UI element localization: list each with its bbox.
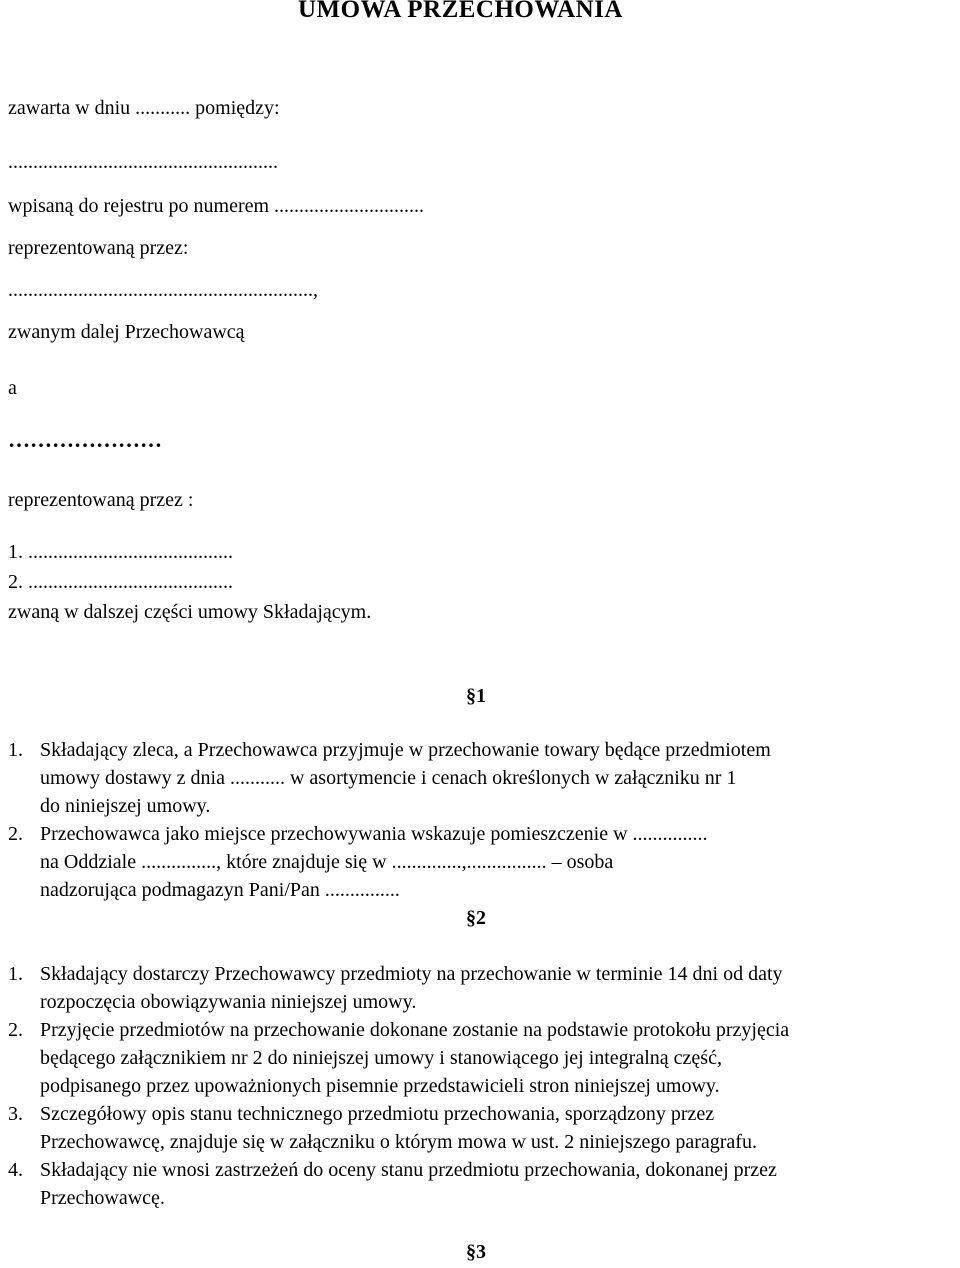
s1-item2-line2: na Oddziale ..............., które znajduje się w ..............,................ – osoba bbox=[40, 851, 614, 873]
conjunction-a: a bbox=[8, 377, 17, 399]
party2-name-blank: ………………… bbox=[8, 427, 162, 452]
s2-item4-text bbox=[40, 1156, 777, 1212]
party2-represented-by-label: reprezentowaną przez : bbox=[8, 489, 194, 511]
s1-item2-line1: Przechowawca jako miejsce przechowywania wskazuje pomieszczenie w ............... bbox=[40, 823, 708, 845]
party2-representative-2: 2. ......................................... bbox=[8, 571, 233, 593]
s2-item1-number: 1. bbox=[8, 963, 23, 985]
section-3-number: 3 bbox=[476, 1241, 486, 1263]
s2-item1-line1: Składający dostarczy Przechowawcy przedmioty na przechowanie w terminie 14 dni od daty bbox=[40, 963, 783, 985]
document-title: UMOWA PRZECHOWANIA bbox=[298, 0, 623, 23]
party2-representative-1: 1. ......................................... bbox=[8, 541, 233, 563]
representative-blank: ............................................................., bbox=[8, 279, 318, 301]
s2-item3-line2: Przechowawcę, znajduje się w załączniku o którym mowa w ust. 2 niniejszego paragrafu. bbox=[40, 1131, 757, 1153]
s1-item1-line1: Składający zleca, a Przechowawca przyjmuje w przechowanie towary będące przedmiotem bbox=[40, 739, 771, 761]
s1-item2-text bbox=[40, 820, 708, 904]
section-1-number: 1 bbox=[476, 685, 486, 707]
s2-item3-number: 3. bbox=[8, 1103, 23, 1125]
section-1-heading: §1 bbox=[466, 685, 486, 707]
s2-item2-line2: będącego załącznikiem nr 2 do niniejszej umowy i stanowiącego jej integralną część, bbox=[40, 1047, 722, 1069]
represented-by-label: reprezentowaną przez: bbox=[8, 237, 189, 259]
s1-item1-number: 1. bbox=[8, 739, 23, 761]
s1-item2-number: 2. bbox=[8, 823, 23, 845]
registry-line: wpisaną do rejestru po numerem .............................. bbox=[8, 195, 425, 217]
section-3-heading: §3 bbox=[466, 1241, 486, 1263]
s1-item1-line2: umowy dostawy z dnia ........... w asortymencie i cenach określonych w załączniku nr 1 bbox=[40, 767, 737, 789]
s2-item4-number: 4. bbox=[8, 1159, 23, 1181]
custodian-designation: zwanym dalej Przechowawcą bbox=[8, 321, 245, 343]
s2-item1-text bbox=[40, 960, 783, 1016]
section-2-number: 2 bbox=[476, 907, 486, 929]
s2-item4-line2: Przechowawcę. bbox=[40, 1187, 165, 1209]
s2-item2-number: 2. bbox=[8, 1019, 23, 1041]
s2-item3-text bbox=[40, 1100, 757, 1156]
s2-item1-line2: rozpoczęcia obowiązywania niniejszej umowy. bbox=[40, 991, 417, 1013]
s1-item2-line3: nadzorująca podmagazyn Pani/Pan ............... bbox=[40, 879, 400, 901]
s1-item1-line3: do niniejszej umowy. bbox=[40, 795, 211, 817]
s1-item1-text bbox=[40, 736, 955, 820]
s2-item2-line1: Przyjęcie przedmiotów na przechowanie dokonane zostanie na podstawie protokołu przyjęcia bbox=[40, 1019, 790, 1041]
s2-item4-line1: Składający nie wnosi zastrzeżeń do oceny stanu przedmiotu przechowania, dokonanej przez bbox=[40, 1159, 777, 1181]
party1-name-blank: ...................................................... bbox=[8, 151, 278, 173]
s2-item2-line3: podpisanego przez upoważnionych pisemnie przedstawicieli stron niniejszej umowy. bbox=[40, 1075, 720, 1097]
section-2-heading: §2 bbox=[466, 907, 486, 929]
contract-date-line: zawarta w dniu ........... pomiędzy: bbox=[8, 97, 280, 119]
s2-item2-text bbox=[40, 1016, 789, 1100]
depositor-designation: zwaną w dalszej części umowy Składającym. bbox=[8, 601, 372, 623]
s2-item3-line1: Szczegółowy opis stanu technicznego przedmiotu przechowania, sporządzony przez bbox=[40, 1103, 715, 1125]
